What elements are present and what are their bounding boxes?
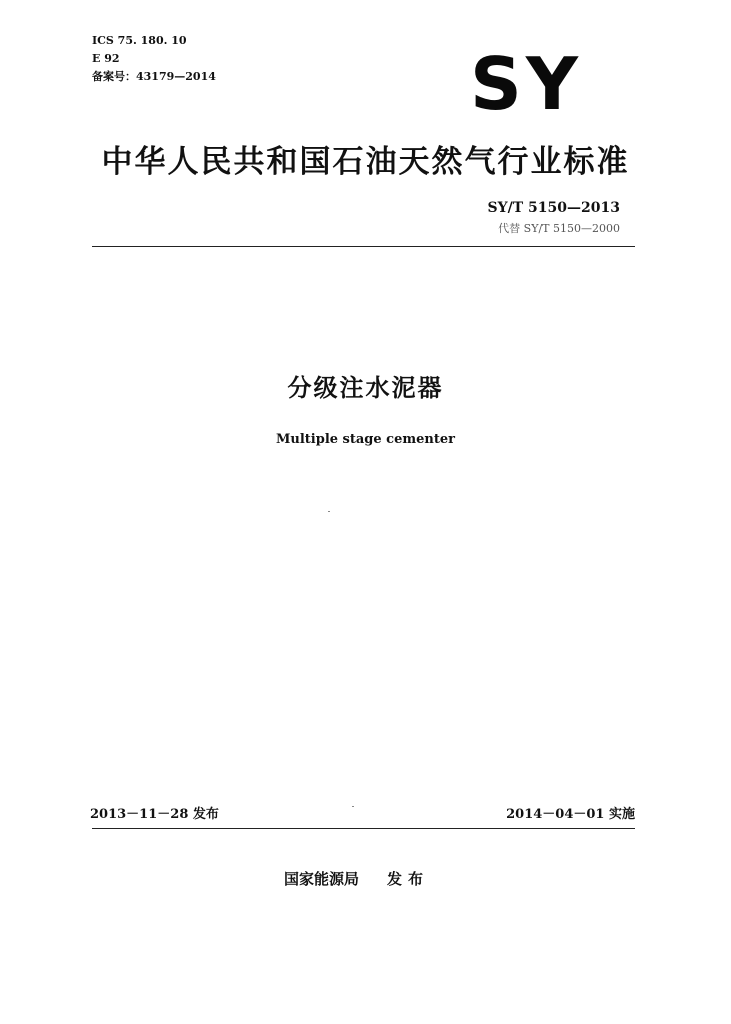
scan-speck [352, 806, 354, 807]
document-title-english: Multiple stage cementer [276, 432, 455, 447]
replaces-note: 代替 SY/T 5150—2000 [498, 222, 620, 235]
document-title: 分级注水泥器 [287, 374, 444, 402]
publisher-action: 发布 [387, 870, 430, 888]
record-number: 备案号：43179—2014 [92, 70, 216, 83]
ics-code: ICS 75. 180. 10 [92, 34, 187, 47]
standard-title: 中华人民共和国石油天然气行业标准 [101, 144, 630, 180]
publisher-name: 国家能源局 [284, 870, 360, 888]
top-divider [92, 246, 635, 247]
sy-logo: SY [470, 42, 582, 126]
scan-speck [328, 511, 330, 512]
implementation-date: 2014－04－01 实施 [506, 807, 635, 822]
publisher-line [284, 868, 429, 889]
bottom-divider [92, 828, 635, 829]
standard-number: SY/T 5150—2013 [487, 200, 620, 216]
issue-date: 2013－11－28 发布 [90, 807, 219, 822]
classification-code: E 92 [92, 52, 120, 65]
